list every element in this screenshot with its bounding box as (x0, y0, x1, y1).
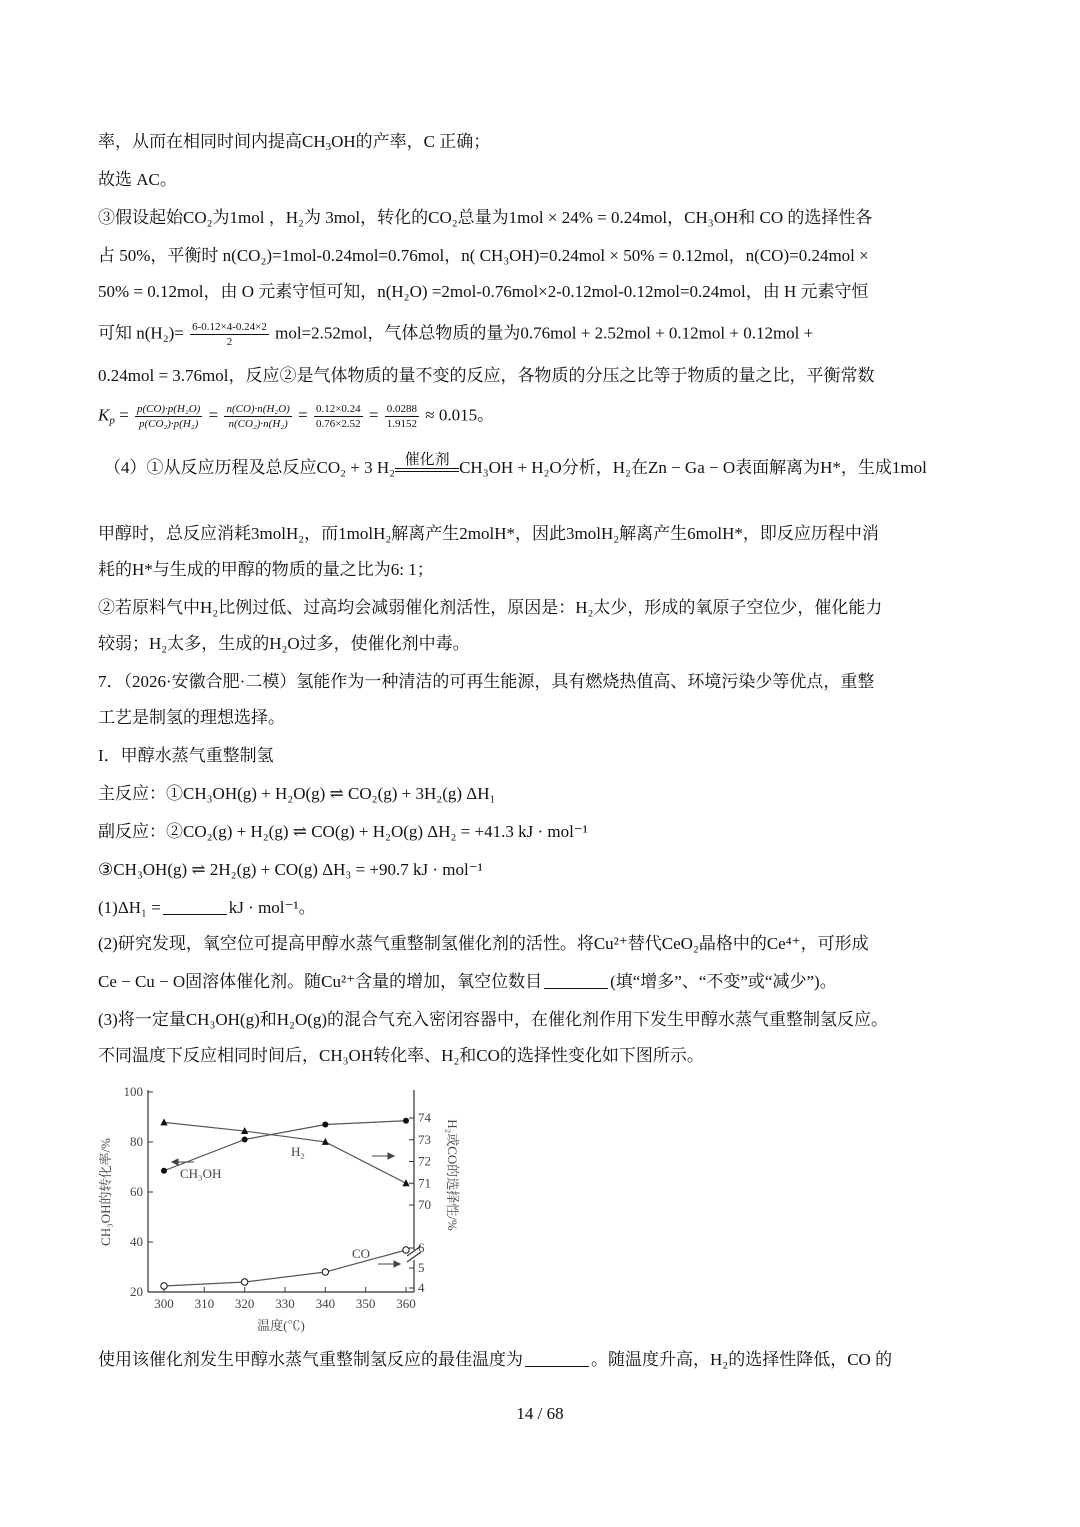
left-tick-label: 100 (123, 1084, 143, 1099)
point-2-1 (241, 1279, 247, 1285)
bottom-tick-label: 350 (355, 1296, 376, 1311)
right-tick-label: 72 (418, 1153, 431, 1169)
right-axis-label: H₂或CO的选择性/% (445, 1119, 460, 1231)
series-label-co: CO (352, 1246, 371, 1261)
left-tick-label: 40 (130, 1234, 143, 1249)
right-tick-label: 4 (418, 1280, 425, 1295)
bottom-tick-label: 340 (315, 1296, 336, 1311)
text-line-4: 占 50%，平衡时 n(CO₂)=1mol-0.24mol=0.76mol，n( CH₃OH)=0.24mol × 50% = 0.12mol，n(CO)=0.24mol × (98, 246, 869, 265)
right-tick-label: 6 (418, 1240, 425, 1255)
fraction-kp-4: $\frac{0.0288}{1.9152}$ (386, 403, 417, 430)
catalyst-equals-sign: 催化剂 (395, 452, 459, 480)
right-tick-label: 73 (418, 1131, 431, 1147)
fraction-kp-1: $\frac{\text{p(CO)·p(H₂O)}}{\text{p(CO₂)·p(H₂)}}$ (136, 403, 201, 430)
left-tick-label: 20 (130, 1284, 143, 1299)
arrow-co-head (394, 1261, 400, 1267)
left-tick-label: 60 (130, 1184, 143, 1199)
series-label-ch3oh: CH₃OH (180, 1166, 222, 1181)
page-number: 14 / 68 (516, 1404, 564, 1423)
text-line-7: 0.24mol = 3.76mol，反应②是气体物质的量不变的反应，各物质的分压之比等于物质的量之比，平衡常数 (98, 366, 875, 385)
text-line-1: 率，从而在相同时间内提高$CH_3OH$的产率，C 正确； (98, 132, 491, 153)
series-label-h2: H₂ (291, 1144, 305, 1159)
point-2-2 (322, 1269, 328, 1275)
text-line-6: 可知 n(H₂)= $\frac{6-0.12\times 4-0.24\times 2}{2}$ mol=2.52mol，气体总物质的量为0.76mol + 2.52mol + 0.12mol + 0.12mol + (98, 321, 814, 348)
point-2-3 (403, 1247, 409, 1253)
text-line-5: 50% = 0.12mol，由 O 元素守恒可知，n(H₂O) =2mol-0.76mol×2-0.12mol-0.12mol=0.24mol，由 H 元素守恒 (98, 282, 869, 301)
point-1-0 (160, 1118, 167, 1125)
question-2: (2)研究发现，氧空位可提高甲醇水蒸气重整制氢催化剂的活性。将Cu²⁺替代CeO₂晶格中的Ce⁴⁺，可形成 (98, 934, 869, 953)
text-line-2: 故选 AC。 (98, 170, 177, 189)
point-0-0 (161, 1168, 167, 1174)
arrow-h2-head (388, 1153, 394, 1159)
series-line-0 (164, 1121, 406, 1171)
side-reaction-3: ③CH₃OH(g) ⇌ 2H₂(g) + CO(g) ΔH₃ = +90.7 kJ · mol⁻¹ (98, 860, 483, 879)
point-1-3 (402, 1179, 409, 1186)
bottom-tick-label: 300 (154, 1296, 174, 1311)
question-3-final: 使用该催化剂发生甲醇水蒸气重整制氢反应的最佳温度为 。随温度升高，H₂的选择性降低，CO 的 (98, 1350, 893, 1369)
right-tick-label: 74 (418, 1110, 431, 1125)
question-3: (3)将一定量CH₃OH(g)和H₂O(g)的混合气充入密闭容器中，在催化剂作用下发生甲醇水蒸气重整制氢反应。 (98, 1010, 889, 1029)
fraction-kp-3: $\frac{0.12\times 0.24}{0.76\times 2.52}$ (315, 403, 361, 430)
fraction-h2: $\frac{6-0.12\times 4-0.24\times 2}{2}$ (192, 321, 267, 348)
point-0-3 (403, 1118, 409, 1124)
point-0-1 (242, 1137, 248, 1143)
question-3-cont: 不同温度下反应相同时间后，CH₃OH转化率、H₂和CO的选择性变化如下图所示。 (98, 1046, 704, 1065)
bottom-tick-label: 310 (194, 1296, 215, 1311)
point-0-2 (322, 1122, 328, 1128)
text-line-8: $K_p$ = $\frac{\text{p(CO)·p(H₂O)}}{\text{p(CO₂)·p(H₂)}}$ = $\frac{\text{n(CO)·n(H₂O)}}{\text{n(CO₂)·n(H₂)}}$ = $\frac{0.12\times 0.24}{0.76\times 2.52}$ = $\frac{0.0288}{1.9152}$ ≈ 0.015。 (98, 403, 495, 430)
left-axis-label: CH₃OH的转化率/% (98, 1138, 113, 1246)
arrow-ch3oh-head (172, 1159, 178, 1165)
text-line-11: 耗的H*与生成的甲醇的物质的量之比为6: 1； (98, 560, 434, 579)
chart (96, 1080, 476, 1342)
fraction-kp-2: $\frac{\text{n(CO)·n(H₂O)}}{\text{n(CO₂)·n(H₂)}}$ (226, 403, 290, 430)
question-2-cont: Ce − Cu − O固溶体催化剂。随Cu²⁺含量的增加，氧空位数目 (填“增多”、“不变”或“减少”)。 (98, 972, 837, 991)
right-tick-label: 71 (418, 1175, 431, 1191)
right-tick-label: 70 (418, 1197, 431, 1212)
main-reaction: 主反应：①CH₃OH(g) + H₂O(g) ⇌ CO₂(g) + 3H₂(g) ΔH₁ (98, 784, 496, 803)
bottom-tick-label: 330 (275, 1296, 295, 1311)
point-2-0 (161, 1283, 167, 1289)
answer-blank-3 (525, 1350, 589, 1367)
text-line-13: 较弱；H₂太多，生成的H₂O过多，使催化剂中毒。 (98, 634, 470, 653)
bottom-tick-label: 360 (396, 1296, 416, 1311)
text-line-14: 7．（2026·安徽合肥·二模）氢能作为一种清洁的可再生能源，具有燃烧热值高、环境污染少等优点，重整 (98, 672, 875, 691)
right-tick-label: 5 (418, 1260, 425, 1275)
answer-blank-1 (163, 898, 227, 915)
text-line-10: 甲醇时，总反应消耗3molH₂，而1molH₂解离产生2molH*，因此3molH₂解离产生6molH*，即反应历程中消 (98, 524, 879, 543)
text-line-3: ③假设起始CO₂为1mol ，H₂为 3mol，转化的CO₂总量为1mol × 24% = 0.24mol，CH₃OH和 CO 的选择性各 (98, 208, 873, 227)
answer-blank-2 (544, 972, 608, 989)
side-reaction-2: 副反应：②CO₂(g) + H₂(g) ⇌ CO(g) + H₂O(g) ΔH₂ = +41.3 kJ · mol⁻¹ (98, 822, 588, 841)
text-line-16: I．甲醇水蒸气重整制氢 (98, 746, 274, 765)
text-line-15: 工艺是制氢的理想选择。 (98, 708, 285, 727)
text-line-9: （4）①从反应历程及总反应CO₂ + 3 H₂ 催化剂 CH₃OH + H₂O分析，H₂在Zn − Ga − O表面解离为H*，生成1mol (104, 452, 927, 480)
left-tick-label: 80 (130, 1134, 143, 1149)
text-line-12: ②若原料气中H₂比例过低、过高均会减弱催化剂活性，原因是：H₂太少，形成的氧原子空位少，催化能力 (98, 598, 883, 617)
bottom-tick-label: 320 (234, 1296, 255, 1311)
question-1: (1)ΔH₁ = kJ · mol⁻¹。 (98, 898, 316, 917)
x-axis-label: 温度(℃) (257, 1318, 305, 1333)
